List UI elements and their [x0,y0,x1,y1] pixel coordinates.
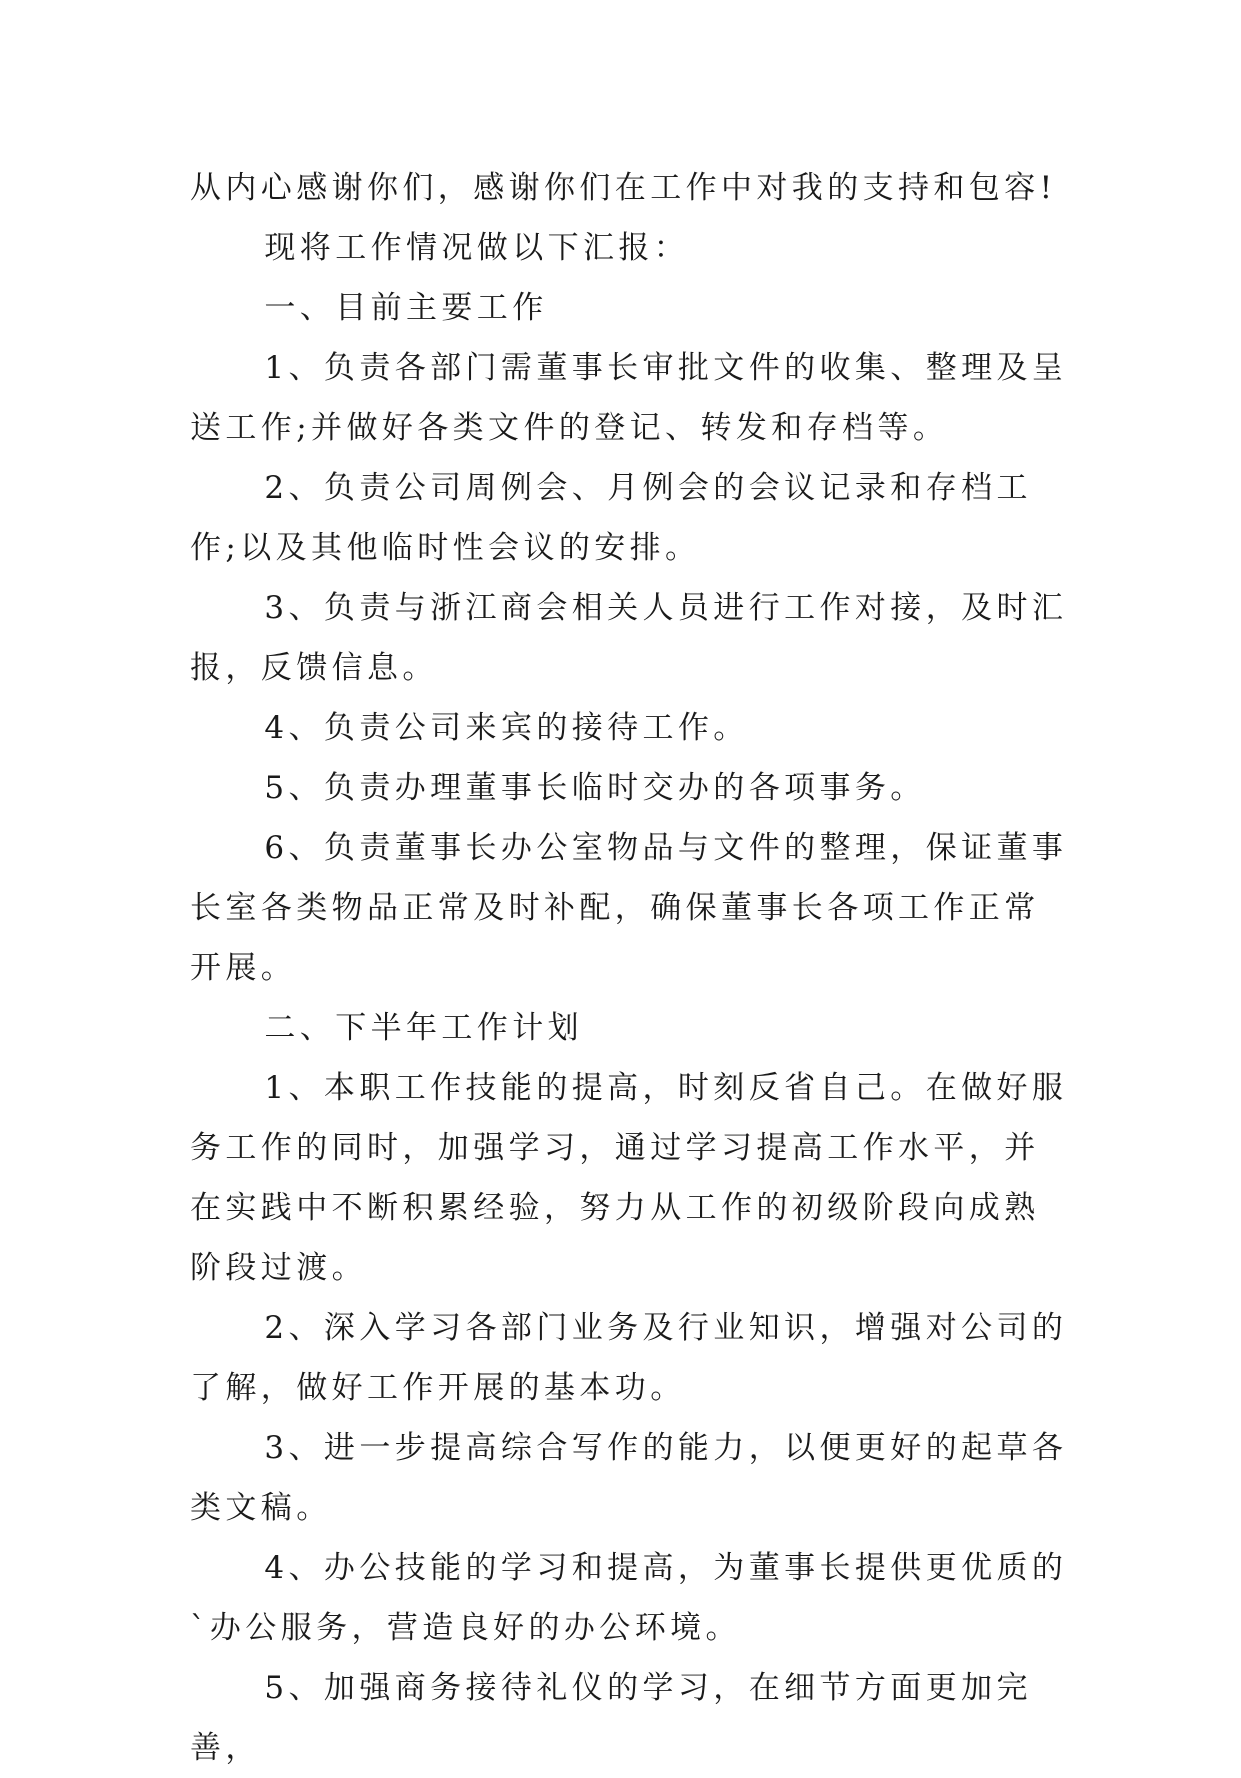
list-item-plan-3: 3、进一步提高综合写作的能力，以便更好的起草各类文稿。 [190,1430,1068,1526]
list-item-plan-4: 4、办公技能的学习和提高，为董事长提供更优质的`办公服务，营造良好的办公环境。 [190,1550,1068,1646]
list-item-plan-2: 2、深入学习各部门业务及行业知识，增强对公司的了解，做好工作开展的基本功。 [190,1310,1068,1406]
list-item-current-3: 3、负责与浙江商会相关人员进行工作对接，及时汇报，反馈信息。 [190,590,1068,686]
list-item-current-1: 1、负责各部门需董事长审批文件的收集、整理及呈送工作;并做好各类文件的登记、转发和存档等。 [190,350,1068,446]
list-item-plan-1: 1、本职工作技能的提高，时刻反省自己。在做好服务工作的同时，加强学习，通过学习提高工作水平，并在实践中不断积累经验，努力从工作的初级阶段向成熟阶段过渡。 [190,1070,1068,1286]
document-body [190,158,1070,1778]
list-item-current-6: 6、负责董事长办公室物品与文件的整理，保证董事长室各类物品正常及时补配，确保董事长各项工作正常开展。 [190,830,1068,986]
section-heading-plan: 二、下半年工作计划 [264,1010,583,1046]
paragraph-thanks: 从内心感谢你们，感谢你们在工作中对我的支持和包容! [190,170,1057,206]
section-heading-current-work: 一、目前主要工作 [264,290,548,326]
list-item-plan-5: 5、加强商务接待礼仪的学习，在细节方面更加完善， [190,1670,1032,1766]
list-item-current-4: 4、负责公司来宾的接待工作。 [264,710,749,746]
list-item-current-5: 5、负责办理董事长临时交办的各项事务。 [264,770,926,806]
paragraph-report-intro: 现将工作情况做以下汇报： [264,230,690,266]
list-item-current-2: 2、负责公司周例会、月例会的会议记录和存档工作;以及其他临时性会议的安排。 [190,470,1032,566]
